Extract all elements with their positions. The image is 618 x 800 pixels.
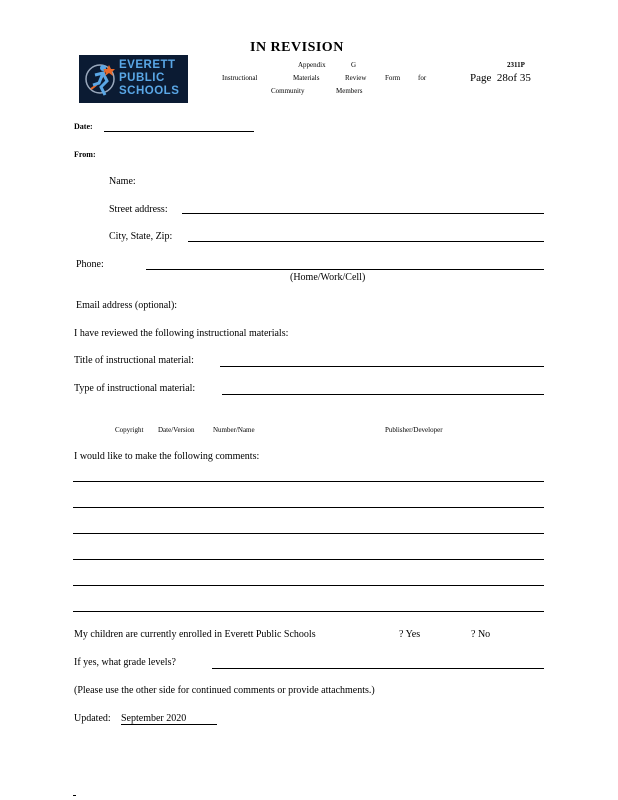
title-word-5: for [418,74,427,82]
email-label: Email address (optional): [76,300,178,311]
page-total: 35 [519,72,531,84]
policy-number: 2311P [507,61,525,69]
comment-line[interactable] [73,533,544,534]
logo-text-line2: PUBLIC [119,72,165,84]
runner-icon [83,59,117,99]
page-of: of [507,72,518,84]
date-field[interactable] [104,131,254,132]
yes-option[interactable]: ? Yes [399,629,421,640]
comment-line[interactable] [73,559,544,560]
logo-text-line3: SCHOOLS [119,85,180,97]
date-label: Date: [74,122,93,131]
column-date-version: Date/Version [158,426,195,434]
city-state-zip-field[interactable] [188,241,544,242]
type-field[interactable] [222,394,544,395]
street-field[interactable] [182,213,544,214]
name-label: Name: [109,176,136,187]
comments-label: I would like to make the following comments: [74,451,260,462]
type-label: Type of instructional material: [74,383,196,394]
comment-line[interactable] [73,611,544,612]
children-enrolled-text: My children are currently enrolled in Everett Public Schools [74,629,316,640]
no-option[interactable]: ? No [471,629,491,640]
page-label: Page [470,72,492,84]
title-field[interactable] [220,366,544,367]
comment-line[interactable] [73,507,544,508]
title-line2-word-2: Members [336,87,363,95]
title-word-2: Materials [293,74,320,82]
everett-public-schools-logo [79,55,188,103]
attachments-note: (Please use the other side for continued comments or provide attachments.) [74,685,375,696]
from-label: From: [74,150,96,159]
updated-value: September 2020 [121,713,187,724]
phone-label: Phone: [76,259,104,270]
page-mark [73,795,76,796]
grade-levels-label: If yes, what grade levels? [74,657,176,668]
title-word-3: Review [345,74,367,82]
column-copyright: Copyright [115,426,144,434]
title-line2-word-1: Community [271,87,305,95]
comment-line[interactable] [73,585,544,586]
status-heading: IN REVISION [250,40,344,55]
grade-levels-field[interactable] [212,668,544,669]
title-word-1: Instructional [222,74,258,82]
logo-text-line1: EVERETT [119,59,176,71]
phone-field[interactable] [146,269,544,270]
title-word-4: Form [385,74,401,82]
page-current: 28 [496,72,508,84]
reviewed-text: I have reviewed the following instructional materials: [74,328,289,339]
title-label: Title of instructional material: [74,355,194,366]
street-label: Street address: [109,204,168,215]
column-number-name: Number/Name [213,426,255,434]
appendix-word: Appendix [298,61,326,69]
phone-hint: (Home/Work/Cell) [290,272,366,283]
updated-label: Updated: [74,713,111,724]
column-publisher-developer: Publisher/Developer [385,426,443,434]
comment-line[interactable] [73,481,544,482]
page-indicator [470,72,531,84]
updated-underline [121,724,217,725]
city-label: City, State, Zip: [109,231,173,242]
appendix-letter: G [351,61,357,69]
